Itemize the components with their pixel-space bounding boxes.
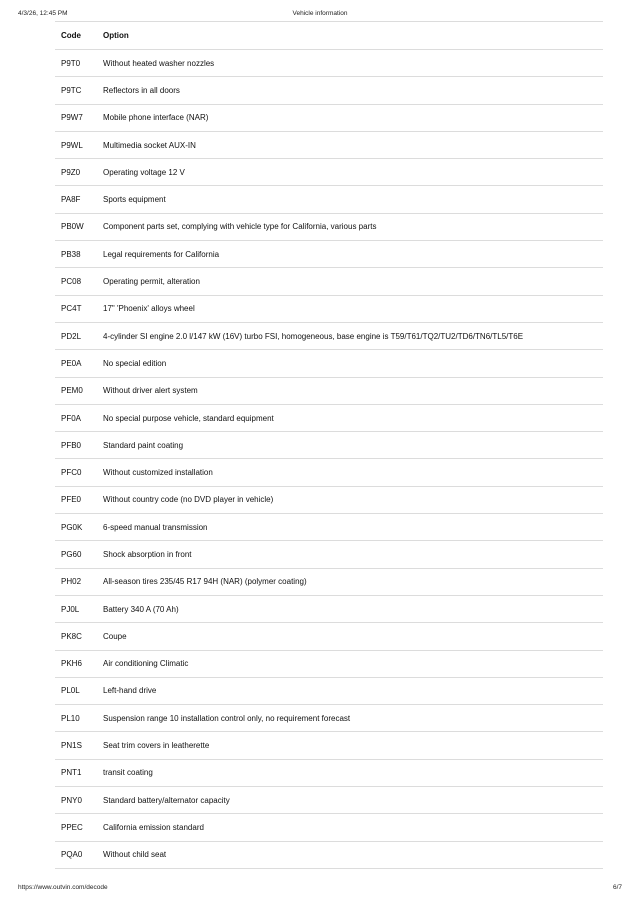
option-description: Without driver alert system: [103, 377, 603, 404]
table-row: [55, 705, 603, 732]
option-description: California emission standard: [103, 814, 603, 841]
option-code: PK8C: [55, 623, 103, 650]
option-code: PKH6: [55, 650, 103, 677]
option-code: PF0A: [55, 404, 103, 431]
option-column-header: Option: [103, 22, 603, 50]
option-description: 4-cylinder SI engine 2.0 l/147 kW (16V) turbo FSI, homogeneous, base engine is T59/T61/TQ2/TU2/TD6/TN6/TL5/T6E: [103, 322, 603, 349]
option-description: Standard paint coating: [103, 432, 603, 459]
table-row: [55, 186, 603, 213]
table-row: [55, 787, 603, 814]
table-row: [55, 677, 603, 704]
table-row: [55, 841, 603, 868]
option-code: PFC0: [55, 459, 103, 486]
option-code: P9WL: [55, 131, 103, 158]
option-code: P9TC: [55, 77, 103, 104]
option-code: PNT1: [55, 759, 103, 786]
option-code: PG0K: [55, 514, 103, 541]
table-row: [55, 404, 603, 431]
option-description: Suspension range 10 installation control only, no requirement forecast: [103, 705, 603, 732]
table-row: [55, 759, 603, 786]
option-description: Standard battery/alternator capacity: [103, 787, 603, 814]
option-code: PB0W: [55, 213, 103, 240]
option-code: P9Z0: [55, 159, 103, 186]
option-code: PD2L: [55, 322, 103, 349]
option-code: PNY0: [55, 787, 103, 814]
table-row: [55, 432, 603, 459]
option-code: PN1S: [55, 732, 103, 759]
print-url: https://www.outvin.com/decode: [18, 884, 108, 891]
option-code: PFB0: [55, 432, 103, 459]
option-description: transit coating: [103, 759, 603, 786]
option-description: Left-hand drive: [103, 677, 603, 704]
table-row: [55, 377, 603, 404]
print-datetime: 4/3/26, 12:45 PM: [18, 10, 68, 17]
option-description: Without child seat: [103, 841, 603, 868]
option-code: P9T0: [55, 50, 103, 77]
table-row: [55, 104, 603, 131]
option-description: Shock absorption in front: [103, 541, 603, 568]
page-number: 6/7: [612, 884, 622, 891]
table-header-row: [55, 22, 603, 50]
table-row: [55, 350, 603, 377]
table-row: [55, 814, 603, 841]
table-row: [55, 159, 603, 186]
table-row: [55, 541, 603, 568]
option-description: Air conditioning Climatic: [103, 650, 603, 677]
option-description: No special purpose vehicle, standard equipment: [103, 404, 603, 431]
table-row: [55, 459, 603, 486]
option-description: Component parts set, complying with vehicle type for California, various parts: [103, 213, 603, 240]
table-row: [55, 213, 603, 240]
option-description: Battery 340 A (70 Ah): [103, 595, 603, 622]
table-row: [55, 732, 603, 759]
option-description: Without country code (no DVD player in vehicle): [103, 486, 603, 513]
option-description: Legal requirements for California: [103, 241, 603, 268]
option-description: 17" 'Phoenix' alloys wheel: [103, 295, 603, 322]
option-code: PA8F: [55, 186, 103, 213]
option-code: PPEC: [55, 814, 103, 841]
table-row: [55, 241, 603, 268]
option-code: PH02: [55, 568, 103, 595]
option-code: PC08: [55, 268, 103, 295]
option-description: Operating permit, alteration: [103, 268, 603, 295]
table-row: [55, 322, 603, 349]
option-description: Seat trim covers in leatherette: [103, 732, 603, 759]
table-body: [55, 50, 603, 869]
option-code: PL0L: [55, 677, 103, 704]
table-row: [55, 650, 603, 677]
option-description: Sports equipment: [103, 186, 603, 213]
option-code: PEM0: [55, 377, 103, 404]
table-row: [55, 568, 603, 595]
option-code: PJ0L: [55, 595, 103, 622]
option-code: PQA0: [55, 841, 103, 868]
option-code: PB38: [55, 241, 103, 268]
option-description: 6-speed manual transmission: [103, 514, 603, 541]
options-table: [55, 21, 603, 869]
table-row: [55, 77, 603, 104]
table-row: [55, 514, 603, 541]
table-row: [55, 295, 603, 322]
option-code: PG60: [55, 541, 103, 568]
option-description: Mobile phone interface (NAR): [103, 104, 603, 131]
table-row: [55, 623, 603, 650]
option-description: No special edition: [103, 350, 603, 377]
option-description: Without customized installation: [103, 459, 603, 486]
option-description: All-season tires 235/45 R17 94H (NAR) (polymer coating): [103, 568, 603, 595]
code-column-header: Code: [55, 22, 103, 50]
table-row: [55, 131, 603, 158]
option-code: PC4T: [55, 295, 103, 322]
option-description: Multimedia socket AUX-IN: [103, 131, 603, 158]
table-row: [55, 595, 603, 622]
option-description: Reflectors in all doors: [103, 77, 603, 104]
table-row: [55, 268, 603, 295]
options-table-container: [55, 21, 603, 869]
print-title: Vehicle information: [292, 10, 348, 17]
table-row: [55, 486, 603, 513]
option-description: Without heated washer nozzles: [103, 50, 603, 77]
option-code: PL10: [55, 705, 103, 732]
table-row: [55, 50, 603, 77]
option-description: Operating voltage 12 V: [103, 159, 603, 186]
option-code: PFE0: [55, 486, 103, 513]
print-footer: [18, 884, 622, 894]
option-description: Coupe: [103, 623, 603, 650]
option-code: P9W7: [55, 104, 103, 131]
option-code: PE0A: [55, 350, 103, 377]
